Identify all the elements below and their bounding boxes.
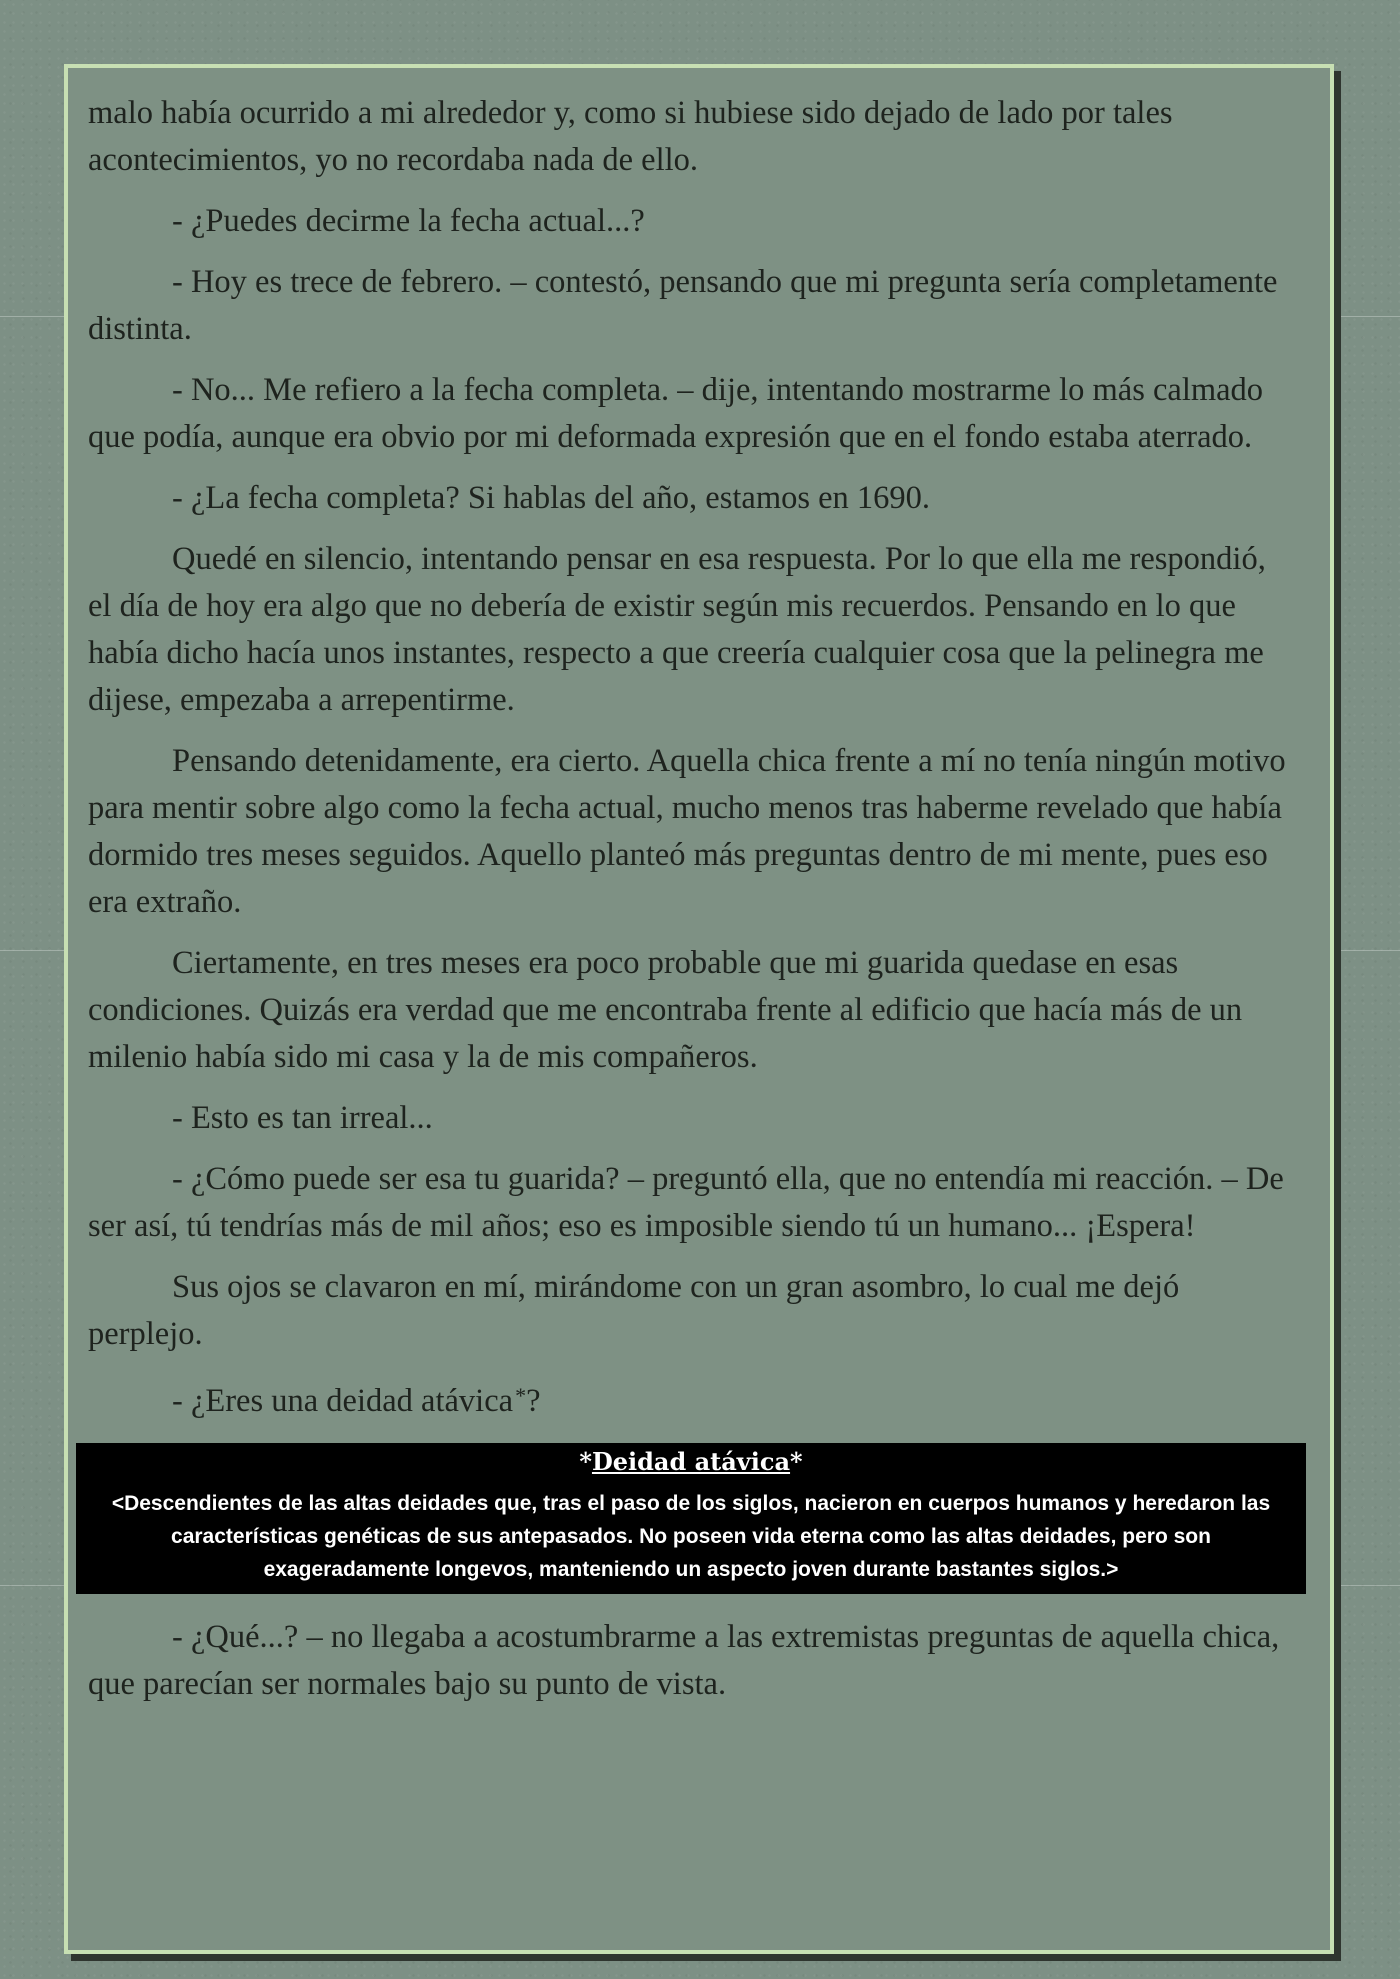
question-paragraph [88,1372,1290,1425]
paragraph: - No... Me refiero a la fecha completa. – dije, intentando mostrarme lo más calmado que podía, aunque era obvio por mi deformada expresión que en el fondo estaba aterrado. [88,372,1264,455]
paragraph: malo había ocurrido a mi alrededor y, como si hubiese sido dejado de lado por tales acontecimientos, yo no recordaba nada de ello. [88,95,1173,178]
footnote-mark-open: * [579,1447,592,1476]
footnote-body: <Descendientes de las altas deidades que, tras el paso de los siglos, nacieron en cuerpos humanos y heredaron las características genéticas de sus antepasados. No poseen vida eterna como las altas deidades, pero son exageradamente longevos, manteniendo un aspecto joven durante bastantes siglos.> [111,1492,1271,1581]
paragraph: - ¿Cómo puede ser esa tu guarida? – preguntó ella, que no entendía mi reacción. – De ser así, tú tendrías más de mil años; eso es imposible siendo tú un humano... ¡Espera! [88,1161,1284,1244]
paragraph: - ¿La fecha completa? Si hablas del año, estamos en 1690. [172,480,931,516]
paragraph: Ciertamente, en tres meses era poco probable que mi guarida quedase en esas condiciones. Quizás era verdad que me encontraba frente al edificio que hacía más de un milenio había sido mi casa y la de mis compañeros. [88,945,1243,1075]
text-body [88,90,1290,1722]
question-text: - ¿Eres una deidad atávica [172,1383,514,1419]
paragraph: Quedé en silencio, intentando pensar en esa respuesta. Por lo que ella me respondió, el día de hoy era algo que no debería de existir según mis recuerdos. Pensando en lo que había dicho hacía unos instantes, respecto a que creería cualquier cosa que la pelinegra me dijese, empezaba a arrepentirme. [88,541,1266,718]
paragraph: - Esto es tan irreal... [172,1100,433,1136]
paragraph: Pensando detenidamente, era cierto. Aquella chica frente a mí no tenía ningún motivo para mentir sobre algo como la fecha actual, mucho menos tras haberme revelado que había dormido tres meses seguidos. Aquello planteó más preguntas dentro de mi mente, pues eso era extraño. [88,743,1286,920]
paragraph: - Hoy es trece de febrero. – contestó, pensando que mi pregunta sería completamente distinta. [88,264,1278,347]
page-frame [64,64,1334,1954]
footnote-marker: * [515,1383,527,1408]
paragraph: - ¿Puedes decirme la fecha actual...? [172,203,645,239]
footnote-term: Deidad atávica [591,1447,791,1476]
footnote-box [76,1443,1306,1594]
question-end: ? [526,1383,541,1419]
footnote-mark-close: * [790,1447,803,1476]
footnote-title [90,1445,1292,1479]
paragraph: Sus ojos se clavaron en mí, mirándome con un gran asombro, lo cual me dejó perplejo. [88,1269,1180,1352]
paragraph: - ¿Qué...? – no llegaba a acostumbrarme a las extremistas preguntas de aquella chica, que parecían ser normales bajo su punto de vista. [88,1619,1280,1702]
